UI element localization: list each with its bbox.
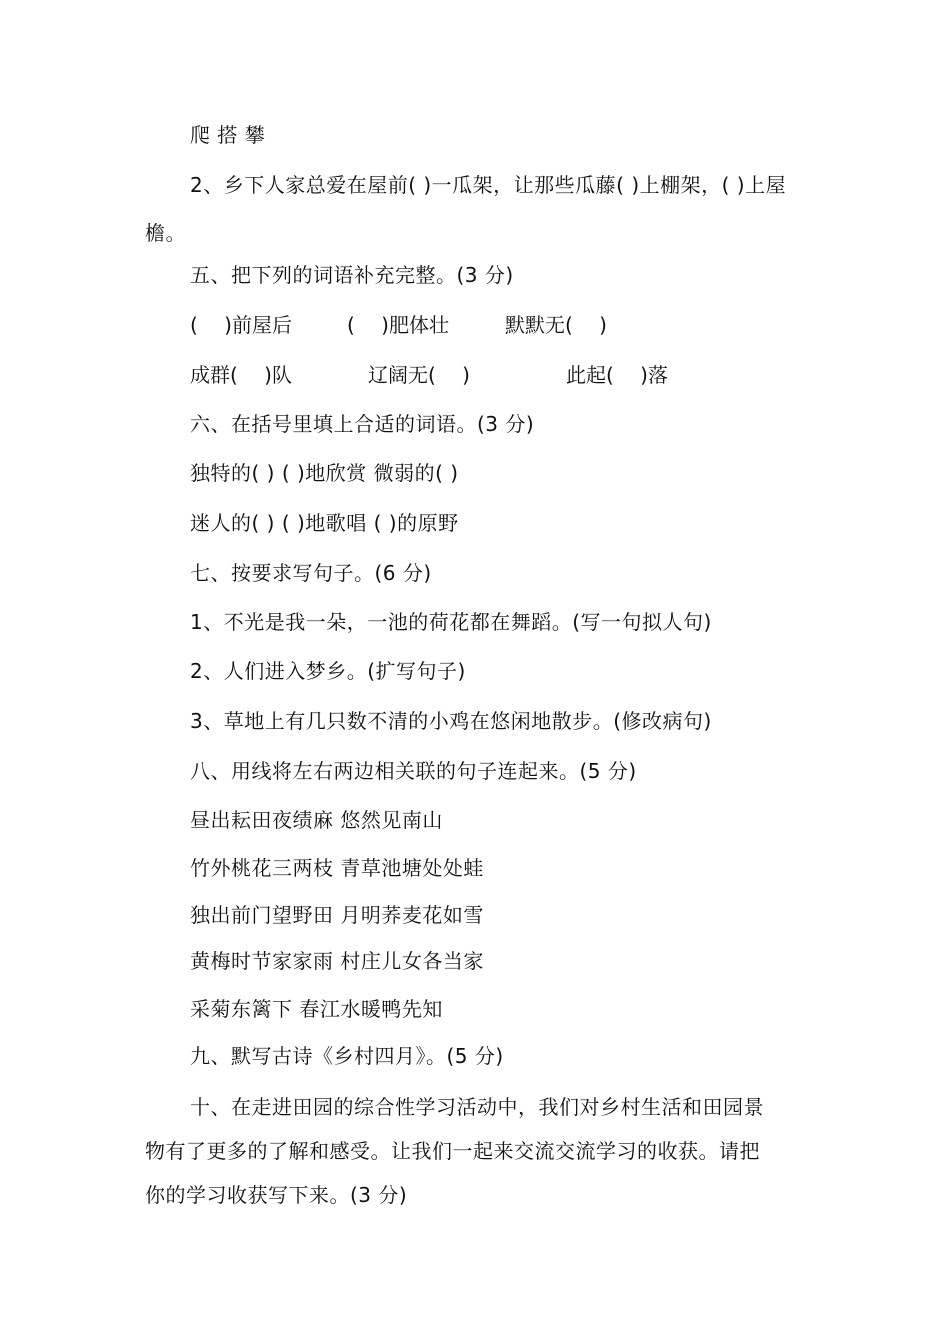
section-7-item-2: 2、人们进入梦乡。(扩写句子): [190, 659, 466, 683]
fill-item: 辽阔无( ): [368, 363, 470, 387]
section-7-item-3: 3、草地上有几只数不清的小鸡在悠闲地散步。(修改病句): [190, 709, 712, 733]
fill-item: 此起( )落: [566, 363, 668, 387]
poem-pair-4: 黄梅时节家家雨 村庄儿女各当家: [190, 949, 484, 973]
poem-pair-5: 采菊东篱下 春江水暖鸭先知: [190, 997, 443, 1021]
fill-item: 成群( )队: [190, 363, 292, 387]
fill-item: 默默无( ): [505, 313, 607, 337]
section-7-item-1: 1、不光是我一朵，一池的荷花都在舞蹈。(写一句拟人句): [190, 610, 712, 634]
section-10-line-3: 你的学习收获写下来。(3 分): [145, 1183, 408, 1207]
section-8-heading: 八、用线将左右两边相关联的句子连起来。(5 分): [190, 759, 637, 783]
word-choices: 爬 搭 攀: [190, 123, 266, 147]
section-10-line-1: 十、在走进田园的综合性学习活动中，我们对乡村生活和田园景: [190, 1095, 764, 1119]
section-10-line-2: 物有了更多的了解和感受。让我们一起来交流交流学习的收获。请把: [145, 1139, 760, 1163]
section-7-heading: 七、按要求写句子。(6 分): [190, 561, 432, 585]
fill-item: ( )前屋后: [190, 313, 292, 337]
section-6-line-1: 独特的( ) ( )地欣赏 微弱的( ): [190, 461, 459, 485]
fill-item: ( )肥体壮: [347, 313, 449, 337]
poem-pair-3: 独出前门望野田 月明荞麦花如雪: [190, 903, 484, 927]
section-5-heading: 五、把下列的词语补充完整。(3 分): [190, 263, 514, 287]
poem-pair-2: 竹外桃花三两枝 青草池塘处处蛙: [190, 856, 484, 880]
question-2-line-2: 檐。: [145, 221, 186, 245]
section-6-heading: 六、在括号里填上合适的词语。(3 分): [190, 412, 535, 436]
question-2-line-1: 2、乡下人家总爱在屋前( )一瓜架，让那些瓜藤( )上棚架，( )上屋: [190, 173, 787, 197]
section-6-line-2: 迷人的( ) ( )地歌唱 ( )的原野: [190, 511, 459, 535]
section-9-heading: 九、默写古诗《乡村四月》。(5 分): [190, 1044, 504, 1068]
poem-pair-1: 昼出耘田夜绩麻 悠然见南山: [190, 808, 443, 832]
